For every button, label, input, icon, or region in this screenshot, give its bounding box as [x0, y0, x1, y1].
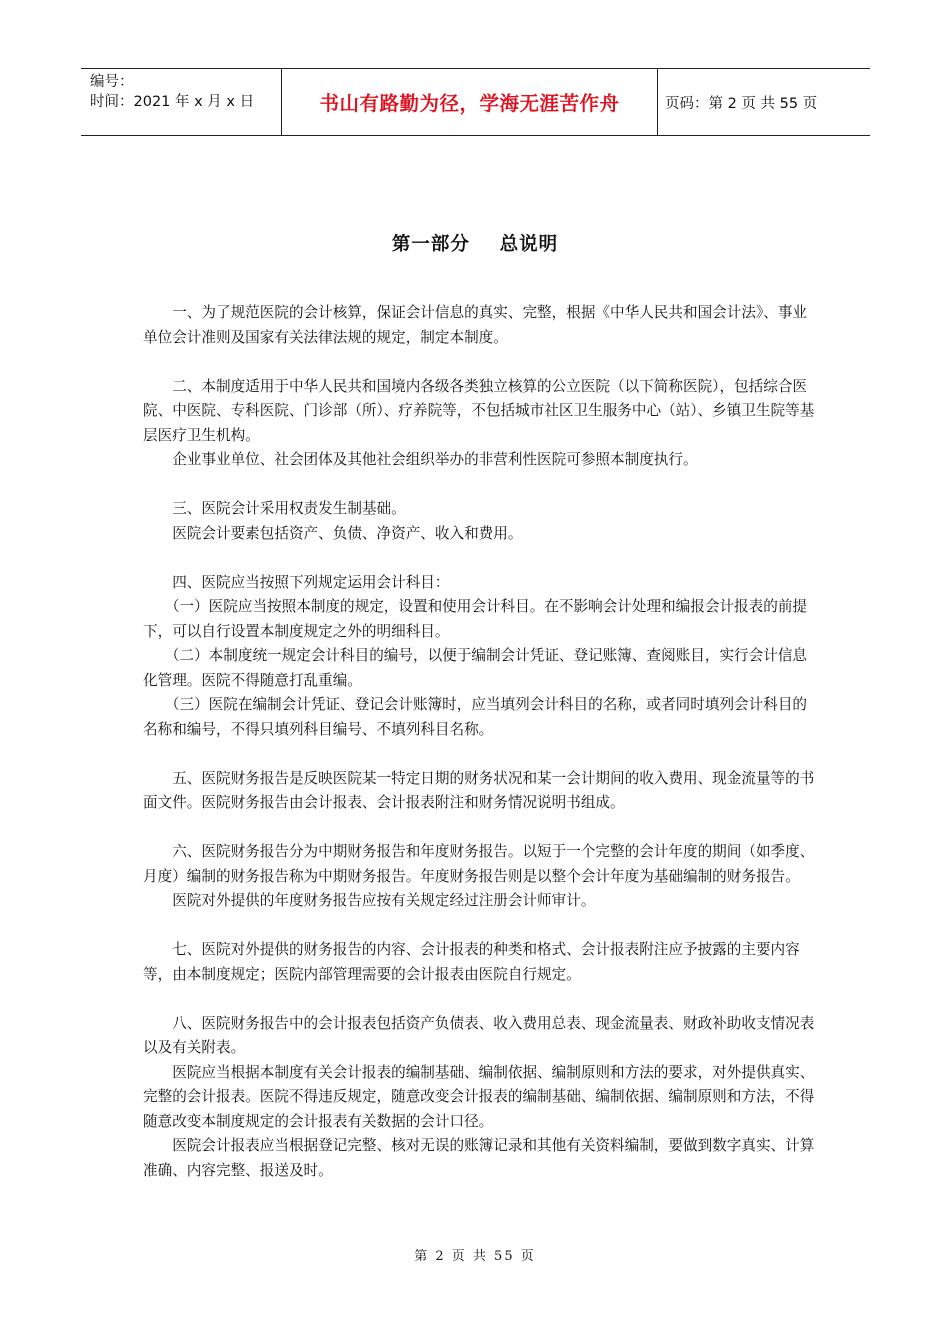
- paragraph: 企业事业单位、社会团体及其他社会组织举办的非营利性医院可参照本制度执行。: [172, 451, 698, 468]
- motto-text: 书山有路勤为径，学海无涯苦作舟: [319, 92, 620, 115]
- paragraph: 二、本制度适用于中华人民共和国境内各级各类独立核算的公立医院（以下简称医院），包括综合医院、中医院、专科医院、门诊部（所）、疗养院等，不包括城市社区卫生服务中心（站）、乡镇卫生院等基层医疗卫生机构。: [143, 377, 815, 444]
- header-page-info: 页码：第 2 页 共 55 页: [665, 95, 818, 112]
- document-body: [143, 301, 815, 1183]
- header-meta-cell: [81, 69, 282, 135]
- paragraph: 八、医院财务报告中的会计报表包括资产负债表、收入费用总表、现金流量表、财政补助收支情况表以及有关附表。: [143, 1014, 815, 1056]
- paragraph: 医院会计报表应当根据登记完整、核对无误的账簿记录和其他有关资料编制，要做到数字真实、计算准确、内容完整、报送及时。: [143, 1137, 815, 1179]
- paragraph: 五、医院财务报告是反映医院某一特定日期的财务状况和某一会计期间的收入费用、现金流量等的书面文件。医院财务报告由会计报表、会计报表附注和财务情况说明书组成。: [143, 769, 815, 811]
- paragraph: （一）医院应当按照本制度的规定，设置和使用会计科目。在不影响会计处理和编报会计报表的前提下，可以自行设置本制度规定之外的明细科目。: [143, 598, 808, 640]
- paragraph: 一、为了规范医院的会计核算，保证会计信息的真实、完整，根据《中华人民共和国会计法》、事业单位会计准则及国家有关法律法规的规定，制定本制度。: [143, 304, 808, 346]
- paragraph: 七、医院对外提供的财务报告的内容、会计报表的种类和格式、会计报表附注应予披露的主要内容等，由本制度规定；医院内部管理需要的会计报表由医院自行规定。: [143, 941, 800, 983]
- paragraph: 医院应当根据本制度有关会计报表的编制基础、编制依据、编制原则和方法的要求，对外提供真实、完整的会计报表。医院不得违反规定，随意改变会计报表的编制基础、编制依据、编制原则和方法，不得随意改变本制度规定的会计报表有关数据的会计口径。: [143, 1063, 815, 1130]
- section-title: 第一部分 总说明: [391, 234, 559, 255]
- page-footer: 第 2 页 共 55 页: [414, 1249, 536, 1264]
- header-motto-cell: [282, 69, 658, 135]
- paragraph: 六、医院财务报告分为中期财务报告和年度财务报告。以短于一个完整的会计年度的期间（如季度、月度）编制的财务报告称为中期财务报告。年度财务报告则是以整个会计年度为基础编制的财务报告。: [143, 843, 815, 885]
- paragraph: 医院对外提供的年度财务报告应按有关规定经过注册会计师审计。: [172, 892, 596, 909]
- header-table: [81, 68, 870, 136]
- paragraph: （二）本制度统一规定会计科目的编号，以便于编制会计凭证、登记账簿、查阅账目，实行会计信息化管理。医院不得随意打乱重编。: [143, 647, 808, 689]
- document-number-label: 编号：: [90, 74, 134, 90]
- document-time-label: 时间：2021 年 x 月 x 日: [90, 94, 255, 110]
- paragraph: 四、医院应当按照下列规定运用会计科目：: [172, 573, 450, 591]
- paragraph: （三）医院在编制会计凭证、登记会计账簿时，应当填列会计科目的名称，或者同时填列会计科目的名称和编号，不得只填列科目编号、不填列科目名称。: [143, 696, 808, 738]
- header-page-cell: [658, 69, 870, 135]
- paragraph: 医院会计要素包括资产、负债、净资产、收入和费用。: [172, 524, 523, 542]
- paragraph: 三、医院会计采用权责发生制基础。: [172, 500, 406, 517]
